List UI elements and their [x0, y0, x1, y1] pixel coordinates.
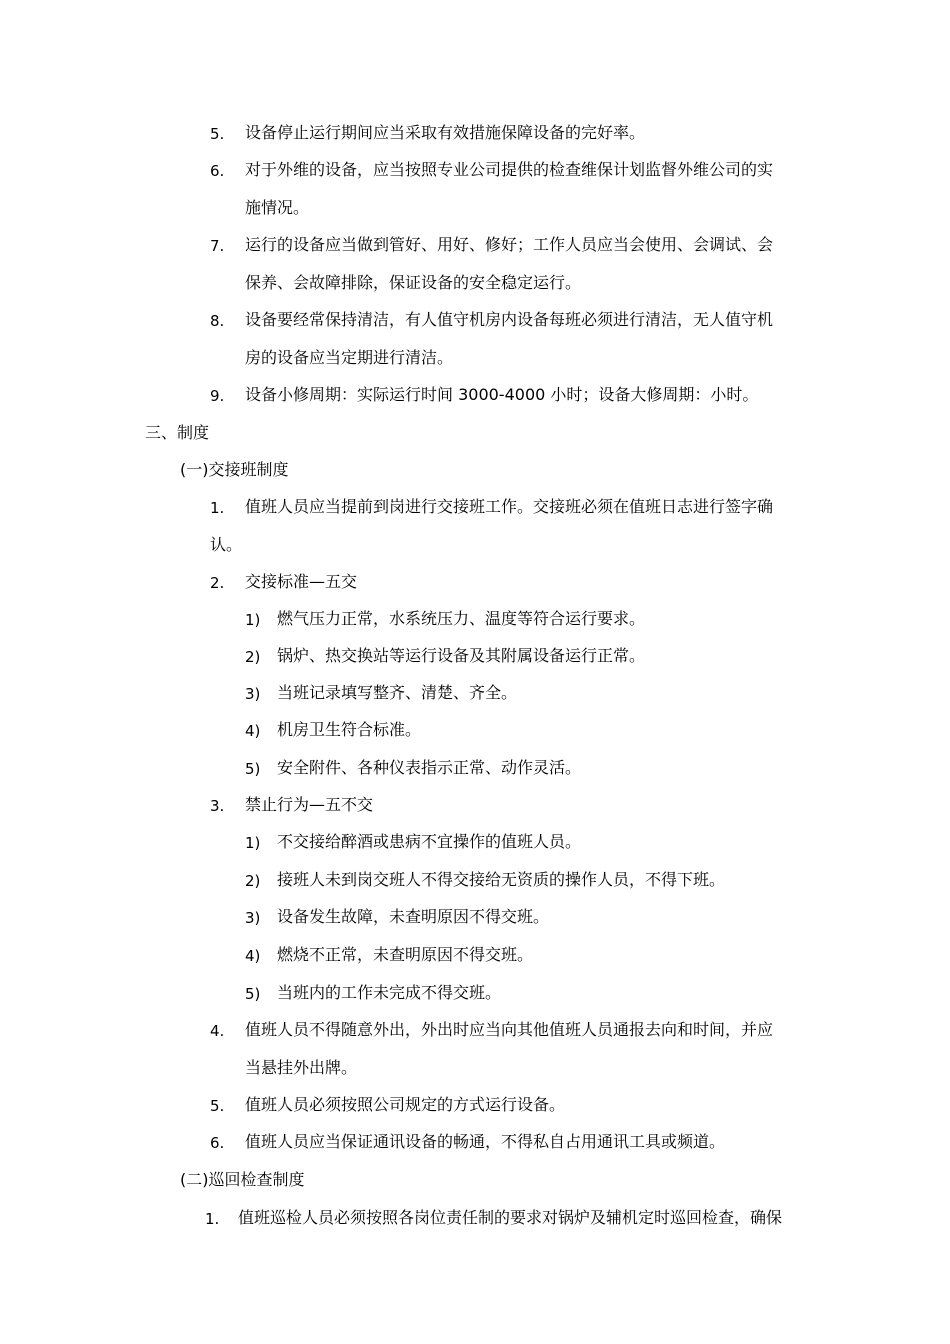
item-text: 值班人员不得随意外出，外出时应当向其他值班人员通报去向和时间，并应 [245, 1020, 774, 1039]
item-text-continued: 房的设备应当定期进行清洁。 [245, 348, 454, 367]
item-text: 对于外维的设备，应当按照专业公司提供的检查维保计划监督外维公司的实 [245, 160, 774, 179]
item-text: 交接标准—五交 [245, 572, 358, 591]
subitem-text: 接班人未到岗交班人不得交接给无资质的操作人员，不得下班。 [277, 870, 726, 889]
subitem-number: 3) [245, 909, 261, 927]
subitem-number: 4) [245, 947, 261, 965]
subitem-text: 燃烧不正常，未查明原因不得交班。 [277, 945, 534, 964]
subsection-heading: (二)巡回检查制度 [180, 1170, 305, 1189]
item-number: 5. [210, 125, 225, 143]
subitem-number: 2) [245, 872, 261, 890]
item-text: 值班人员必须按照公司规定的方式运行设备。 [245, 1095, 566, 1114]
subitem-text: 设备发生故障，未查明原因不得交班。 [277, 907, 550, 926]
subitem-text: 机房卫生符合标准。 [277, 720, 422, 739]
subitem-text: 燃气压力正常，水系统压力、温度等符合运行要求。 [277, 609, 646, 628]
item-number: 2. [210, 574, 225, 592]
item-number: 1. [210, 499, 225, 517]
item-text-continued: 保养、会故障排除，保证设备的安全稳定运行。 [245, 273, 582, 292]
item-number: 3. [210, 797, 225, 815]
subsection-heading: (一)交接班制度 [180, 460, 289, 479]
subitem-number: 3) [245, 685, 261, 703]
subitem-number: 5) [245, 760, 261, 778]
subitem-number: 4) [245, 722, 261, 740]
subitem-text: 当班记录填写整齐、清楚、齐全。 [277, 683, 518, 702]
item-text: 设备小修周期：实际运行时间 3000-4000 小时；设备大修周期：小时。 [245, 385, 759, 404]
subitem-text: 不交接给醉酒或患病不宜操作的值班人员。 [277, 832, 582, 851]
item-number: 8. [210, 312, 225, 330]
item-text-continued: 当悬挂外出牌。 [245, 1058, 358, 1077]
item-number: 4. [210, 1022, 225, 1040]
item-text: 值班巡检人员必须按照各岗位责任制的要求对锅炉及辅机定时巡回检查，确保 [238, 1208, 783, 1227]
item-text: 禁止行为—五不交 [245, 795, 374, 814]
item-number: 6. [210, 1134, 225, 1152]
item-text-continued: 认。 [210, 535, 243, 554]
subitem-text: 安全附件、各种仪表指示正常、动作灵活。 [277, 758, 582, 777]
item-number: 7. [210, 237, 225, 255]
item-number: 6. [210, 162, 225, 180]
item-text: 运行的设备应当做到管好、用好、修好；工作人员应当会使用、会调试、会 [245, 235, 774, 254]
subitem-number: 2) [245, 648, 261, 666]
item-text: 设备停止运行期间应当采取有效措施保障设备的完好率。 [245, 123, 646, 142]
item-text: 值班人员应当保证通讯设备的畅通，不得私自占用通讯工具或频道。 [245, 1132, 726, 1151]
subitem-text: 当班内的工作未完成不得交班。 [277, 983, 502, 1002]
item-number: 1. [205, 1210, 220, 1228]
section-heading: 三、制度 [145, 423, 210, 442]
subitem-number: 1) [245, 834, 261, 852]
item-text: 设备要经常保持清洁，有人值守机房内设备每班必须进行清洁，无人值守机 [245, 310, 774, 329]
subitem-number: 5) [245, 985, 261, 1003]
subitem-text: 锅炉、热交换站等运行设备及其附属设备运行正常。 [277, 646, 646, 665]
item-number: 5. [210, 1097, 225, 1115]
item-text-continued: 施情况。 [245, 198, 310, 217]
item-text: 值班人员应当提前到岗进行交接班工作。交接班必须在值班日志进行签字确 [245, 497, 774, 516]
subitem-number: 1) [245, 611, 261, 629]
item-number: 9. [210, 387, 225, 405]
